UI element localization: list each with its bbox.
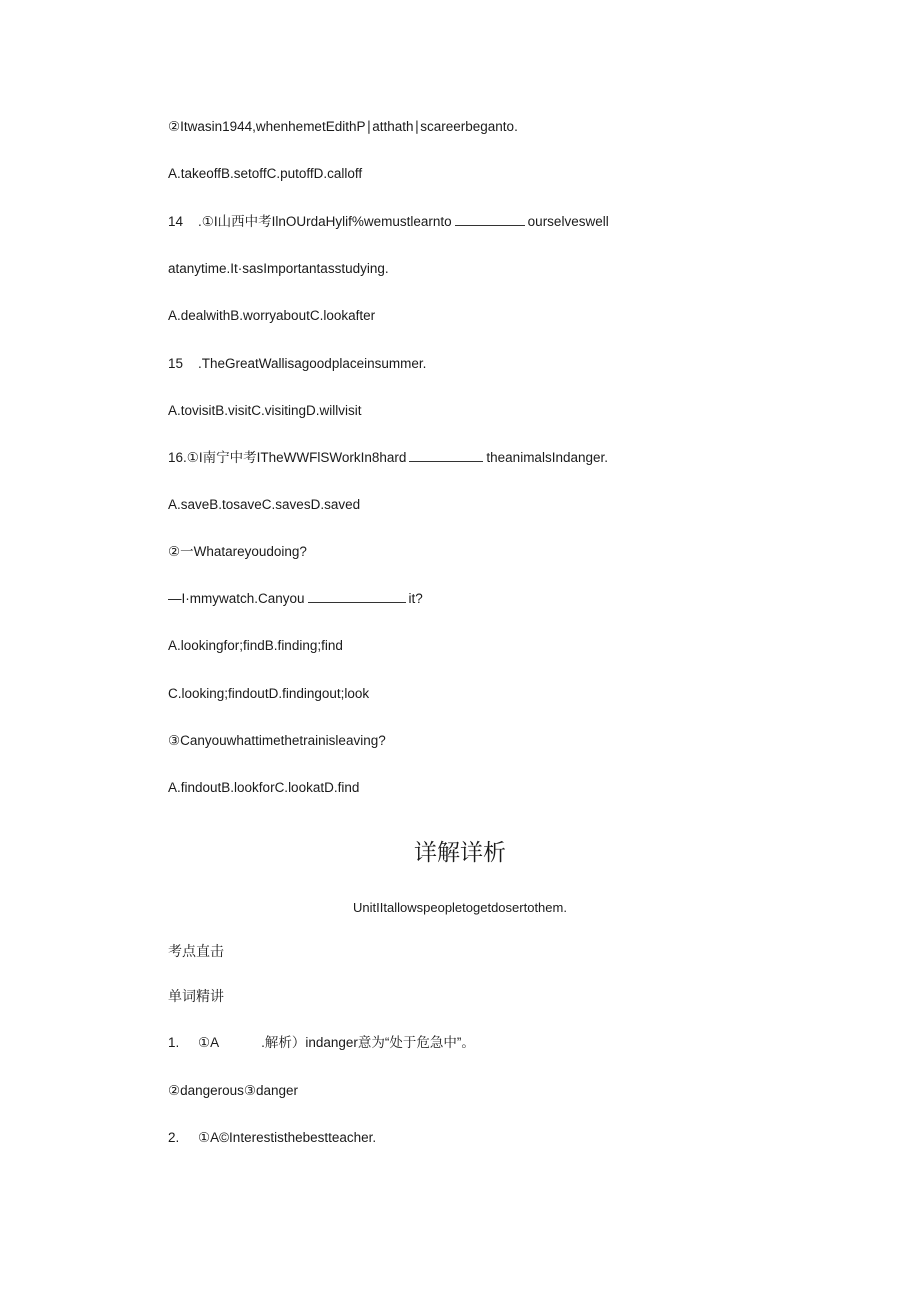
answer-blank xyxy=(308,590,406,603)
answer-2 xyxy=(168,1129,376,1147)
answer-choice: ①A xyxy=(198,1035,220,1050)
answer-blank xyxy=(455,213,525,226)
question-text-end: theanimalsIndanger. xyxy=(486,450,608,465)
answer-number: 1. xyxy=(168,1035,180,1050)
options-line xyxy=(168,165,362,183)
question-text-end: ourselveswell xyxy=(527,214,609,229)
answer-line xyxy=(168,1082,298,1100)
question-number: 15 xyxy=(168,356,184,371)
question-text: .TheGreatWallisagoodplaceinsummer. xyxy=(198,356,427,371)
question-text: .①I山西中考IlnOUrdaHylif%wemustlearnto xyxy=(198,214,452,229)
options-text: A.takeoffB.setoffC.putoffD.calloff xyxy=(168,166,363,181)
options-line xyxy=(168,685,369,703)
section-heading-text: 考点直击 xyxy=(168,944,224,960)
dialogue-line xyxy=(168,590,423,608)
answer-text: ②dangerous③danger xyxy=(168,1083,299,1098)
section-heading-text: 单词精讲 xyxy=(168,989,224,1005)
question-text: 16.①I南宁中考ITheWWFlSWorkIn8hard xyxy=(168,450,407,465)
options-line xyxy=(168,307,375,325)
options-text: A.dealwithB.worryaboutC.lookafter xyxy=(168,308,376,323)
options-line xyxy=(168,496,360,514)
answer-explanation: .解析）indanger意为“处于危急中”。 xyxy=(261,1035,475,1050)
question-line xyxy=(168,732,386,750)
options-line xyxy=(168,779,359,797)
dialogue-text: —I·mmywatch.Canyou xyxy=(168,591,305,606)
options-text: A.saveB.tosaveC.savesD.saved xyxy=(168,497,361,512)
dialogue-text-end: it? xyxy=(408,591,423,606)
answer-blank xyxy=(409,449,483,462)
question-text: ②Itwasin1944,whenhemetEdithP∣atthath∣scareerbeganto. xyxy=(168,119,518,134)
question-number: 14 xyxy=(168,214,184,229)
question-15 xyxy=(168,355,426,373)
question-text: ③Canyouwhattimethetrainisleaving? xyxy=(168,733,386,748)
question-line xyxy=(168,118,518,136)
answers-title: 详解详析 xyxy=(414,840,506,866)
answer-text: ①A©Interestisthebestteacher. xyxy=(198,1130,377,1145)
options-line xyxy=(168,637,343,655)
unit-subtitle: UnitIItallowspeopletogetdosertothem. xyxy=(353,900,567,915)
options-text: A.findoutB.lookforC.lookatD.find xyxy=(168,780,360,795)
options-text: A.lookingfor;findB.finding;find xyxy=(168,638,343,653)
options-text: C.looking;findoutD.findingout;look xyxy=(168,686,370,701)
section-heading xyxy=(168,943,224,961)
answer-1 xyxy=(168,1034,475,1052)
section-heading xyxy=(168,988,224,1006)
dialogue-text: ②一Whatareyoudoing? xyxy=(168,544,307,559)
question-16 xyxy=(168,449,608,467)
dialogue-line xyxy=(168,543,307,561)
question-14 xyxy=(168,213,609,231)
options-line xyxy=(168,402,362,420)
question-text: atanytime.It·sasImportantasstudying. xyxy=(168,261,389,276)
question-continuation xyxy=(168,260,389,278)
answer-number: 2. xyxy=(168,1130,180,1145)
options-text: A.tovisitB.visitC.visitingD.willvisit xyxy=(168,403,362,418)
